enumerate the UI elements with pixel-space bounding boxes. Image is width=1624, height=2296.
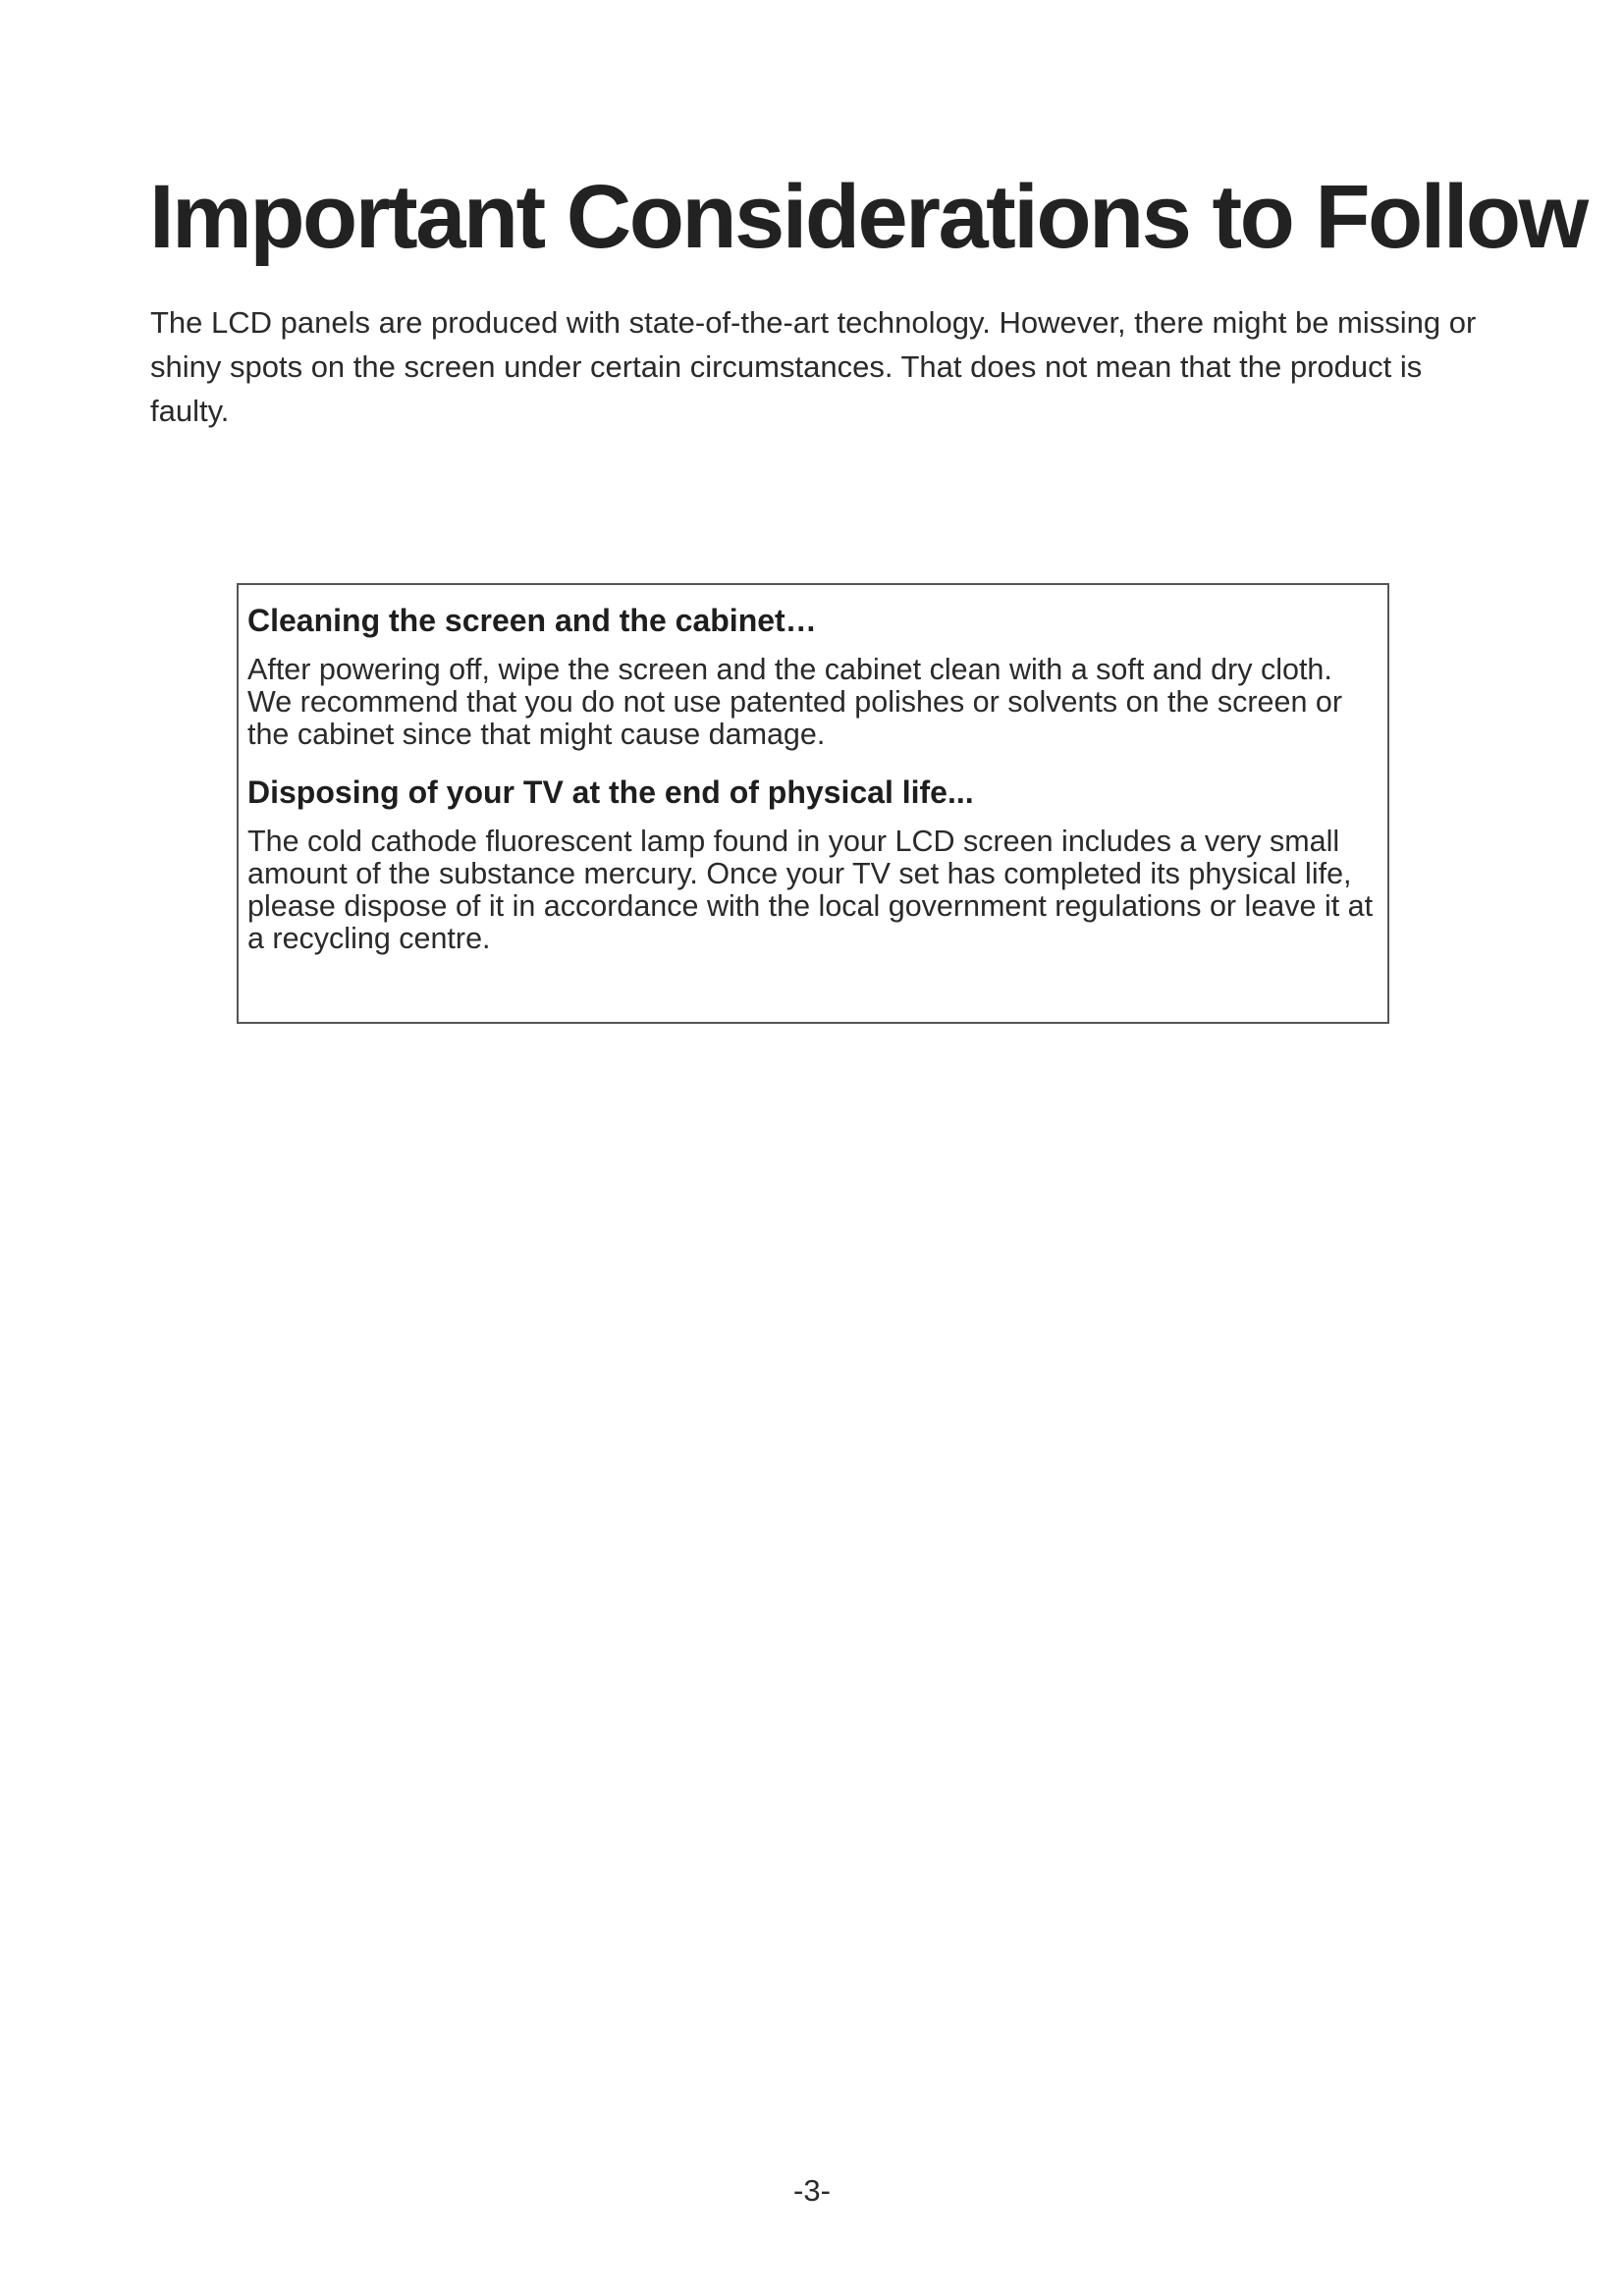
page-title: Important Considerations to Follow — [149, 167, 1587, 267]
intro-paragraph: The LCD panels are produced with state-of-the-art technology. However, there might be missing or shiny spots on the screen under certain circumstances. That does not mean that the product is faulty. — [150, 305, 1477, 428]
cleaning-body: After powering off, wipe the screen and the cabinet clean with a soft and dry cloth. We recommend that you do not use patented polishes or solvents on the screen or the cabinet since that might cause damage. — [247, 653, 1343, 751]
disposal-body: The cold cathode fluorescent lamp found in your LCD screen includes a very small amount of the substance mercury. Once your TV set has completed its physical life, please dispose of it in accordance with the local government regulations or leave it at a recycling centre. — [247, 825, 1374, 955]
page-number: -3- — [793, 2173, 831, 2208]
cleaning-heading: Cleaning the screen and the cabinet… — [247, 603, 817, 638]
disposal-heading: Disposing of your TV at the end of physical life... — [247, 774, 974, 810]
notice-box — [237, 583, 1389, 1024]
